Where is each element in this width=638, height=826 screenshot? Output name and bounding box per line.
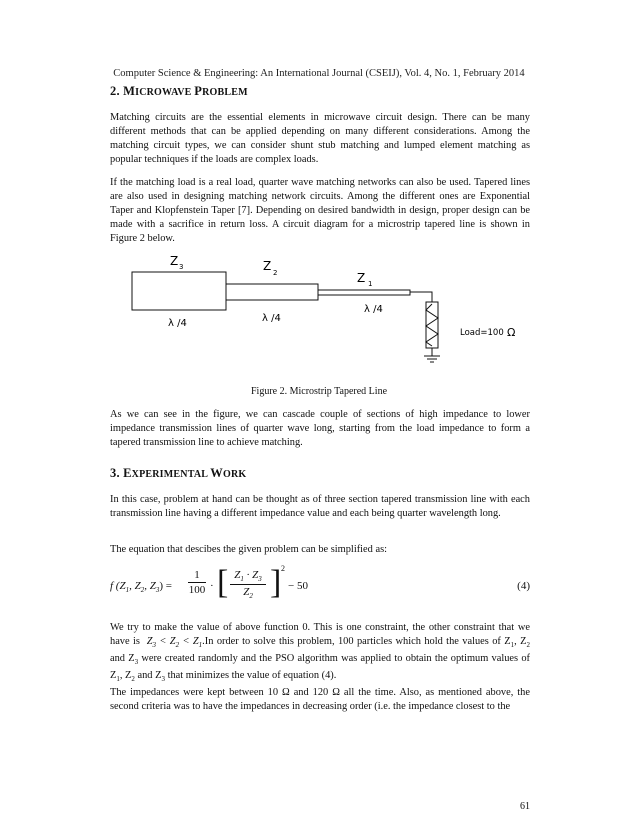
right-bracket: ] [270,564,282,601]
label-load: Load=100 [460,328,504,338]
line-section-z2 [226,284,318,300]
paragraph-impedances: The impedances were kept between 10 Ω and 120 Ω all the time. Also, as mentioned above, the second criteria was to have the impedances in decreasing order (i.e. the impedance closest to the [110,687,530,712]
minus-fifty: − 50 [288,580,308,592]
feed-wire [410,292,432,302]
microstrip-tapered-line-diagram [110,250,540,385]
equation-lhs: f ($Z_1$, $Z_2$, $Z_3$) = [110,580,172,595]
section-heading-2: 2. MICROWAVE PROBLEM [110,84,248,98]
label-lambda-z1: λ /4 [364,304,383,315]
fraction-one-over-hundred: 1 100 [188,569,206,596]
paragraph-constraints: We try to make the value of above function 0. This is one constraint, the other constraint that we have is $Z_3 < Z_2 < Z_1.In$ order to solve this problem, 100 particles which hold the values of $Z_1$, $Z_2$ and $Z_3$ were created randomly and the PSO algorithm was applied to obtain the optimum values of $Z_1$, $Z_2$ and $Z_3$ that minimizes the value of equation (4). [110,622,530,684]
running-header: Computer Science & Engineering: An International Journal (CSEIJ), Vol. 4, No. 1, February 2014 [113,68,525,79]
section-heading-3: 3. EXPERIMENTAL WORK [110,466,247,480]
paragraph-three-section: In this case, problem at hand can be thought as of three section tapered transmission line with each transmission line having a different impedance value and each being quarter wavelength long. [110,494,530,519]
line-section-z3 [132,272,226,310]
paragraph-equation-intro: The equation that descibes the given problem can be simplified as: [110,544,388,555]
label-z3-sub: 3 [179,263,184,271]
figure-caption: Figure 2. Microstrip Tapered Line [250,386,388,397]
paragraph-quarter-wave: If the matching load is a real load, quarter wave matching networks can also be used. Tapered lines are also used in designing matching network circuits. Among the different ones are Exponential Taper and Klopfenstein Taper [7]. Depending on desired bandwidth in design, proper design can be made with a sacrifice in return loss. A circuit diagram for a microstrip tapered line is shown in Figure 2 below. [110,177,530,244]
line-section-z1 [318,290,410,295]
label-z3: Z [170,254,179,268]
load-resistor-icon [426,302,438,348]
page-number: 61 [520,801,530,812]
exponent: 2 [281,564,285,573]
dot-operator: · [210,580,214,592]
label-lambda-z2: λ /4 [262,313,281,324]
equation-number: (4) [517,580,530,592]
ground-icon [424,348,440,362]
label-z1: Z [357,271,366,285]
label-z1-sub: 1 [368,280,373,288]
left-bracket: [ [217,564,229,601]
paragraph-matching-circuits: Matching circuits are the essential elements in microwave circuit design. There can be many different methods that can be applied depending on many different considerations. Among the matching circuit types, we can consider shunt stub matching and lumped element matching as popular techniques if the loads are complex loads. [110,112,530,165]
paragraph-cascade: As we can see in the figure, we can cascade couple of sections of high impedance to lower impedance transmission lines of quarter wave long, starting from the load impedance to form a tapered transmission line to achieve matching. [110,409,530,448]
fraction-z1z3-over-z2: $Z_1 \cdot Z_3$ $Z_2$ [230,569,266,600]
label-z2-sub: 2 [273,269,278,277]
label-z2: Z [263,259,272,273]
label-lambda-z3: λ /4 [168,318,187,329]
equation-4 [110,566,530,606]
ohm-symbol: Ω [507,326,516,339]
